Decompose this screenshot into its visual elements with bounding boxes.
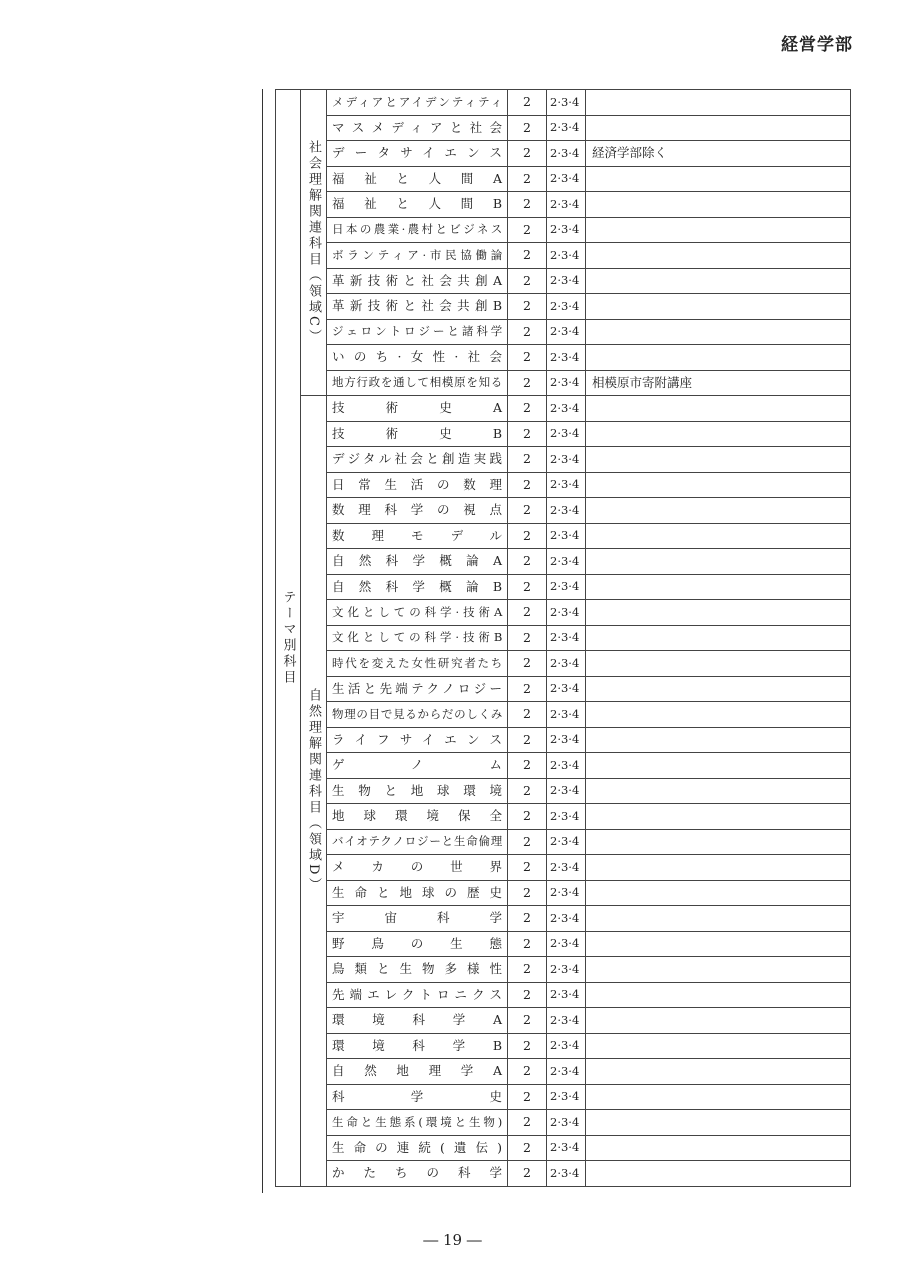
credits-cell: 2 — [508, 90, 547, 116]
table-row — [276, 1135, 851, 1161]
table-row — [276, 957, 851, 983]
course-name: 生命の連続(遺伝) — [327, 1135, 508, 1161]
credits-cell: 2 — [508, 906, 547, 932]
course-name: 自然地理学A — [327, 1059, 508, 1085]
course-name: マスメディアと社会 — [327, 115, 508, 141]
note-cell — [586, 931, 851, 957]
note-cell — [586, 829, 851, 855]
course-name: ゲノム — [327, 753, 508, 779]
years-cell: 2·3·4 — [547, 880, 586, 906]
note-cell — [586, 90, 851, 116]
years-cell: 2·3·4 — [547, 855, 586, 881]
course-name: デジタル社会と創造実践 — [327, 447, 508, 473]
table-row — [276, 1059, 851, 1085]
years-cell: 2·3·4 — [547, 1110, 586, 1136]
course-name: 地球環境保全 — [327, 804, 508, 830]
table-row — [276, 1161, 851, 1187]
course-name: 生活と先端テクノロジー — [327, 676, 508, 702]
credits-cell: 2 — [508, 778, 547, 804]
credits-cell: 2 — [508, 957, 547, 983]
table-row — [276, 498, 851, 524]
table-row — [276, 294, 851, 320]
credits-cell: 2 — [508, 855, 547, 881]
course-name: 生命と生態系(環境と生物) — [327, 1110, 508, 1136]
credits-cell: 2 — [508, 192, 547, 218]
years-cell: 2·3·4 — [547, 472, 586, 498]
note-cell — [586, 702, 851, 728]
years-cell: 2·3·4 — [547, 982, 586, 1008]
table-row — [276, 982, 851, 1008]
years-cell: 2·3·4 — [547, 829, 586, 855]
category-label: テーマ別科目 — [276, 90, 301, 1187]
note-cell — [586, 498, 851, 524]
course-name: ライフサイエンス — [327, 727, 508, 753]
table-row — [276, 702, 851, 728]
credits-cell: 2 — [508, 294, 547, 320]
years-cell: 2·3·4 — [547, 90, 586, 116]
note-cell — [586, 676, 851, 702]
table-row — [276, 243, 851, 269]
years-cell: 2·3·4 — [547, 906, 586, 932]
years-cell: 2·3·4 — [547, 625, 586, 651]
credits-cell: 2 — [508, 523, 547, 549]
course-name: 環境科学B — [327, 1033, 508, 1059]
years-cell: 2·3·4 — [547, 651, 586, 677]
years-cell: 2·3·4 — [547, 370, 586, 396]
credits-cell: 2 — [508, 1135, 547, 1161]
years-cell: 2·3·4 — [547, 804, 586, 830]
table-row — [276, 192, 851, 218]
years-cell: 2·3·4 — [547, 1161, 586, 1187]
course-name: 福祉と人間A — [327, 166, 508, 192]
course-name: 生命と地球の歴史 — [327, 880, 508, 906]
note-cell — [586, 625, 851, 651]
course-name: 文化としての科学·技術B — [327, 625, 508, 651]
course-name: 数理モデル — [327, 523, 508, 549]
table-row — [276, 421, 851, 447]
years-cell: 2·3·4 — [547, 192, 586, 218]
years-cell: 2·3·4 — [547, 1084, 586, 1110]
years-cell: 2·3·4 — [547, 294, 586, 320]
credits-cell: 2 — [508, 931, 547, 957]
note-cell — [586, 906, 851, 932]
credits-cell: 2 — [508, 319, 547, 345]
table-row — [276, 1033, 851, 1059]
course-name: 自然科学概論A — [327, 549, 508, 575]
table-row — [276, 319, 851, 345]
table-row — [276, 447, 851, 473]
years-cell: 2·3·4 — [547, 268, 586, 294]
years-cell: 2·3·4 — [547, 1008, 586, 1034]
note-cell — [586, 166, 851, 192]
credits-cell: 2 — [508, 1161, 547, 1187]
note-cell — [586, 192, 851, 218]
years-cell: 2·3·4 — [547, 396, 586, 422]
credits-cell: 2 — [508, 345, 547, 371]
note-cell — [586, 804, 851, 830]
course-name: ボランティア·市民協働論 — [327, 243, 508, 269]
years-cell: 2·3·4 — [547, 676, 586, 702]
course-name: 革新技術と社会共創B — [327, 294, 508, 320]
group-label: 自然理解関連科目（領域D） — [301, 396, 327, 1187]
years-cell: 2·3·4 — [547, 778, 586, 804]
credits-cell: 2 — [508, 753, 547, 779]
credits-cell: 2 — [508, 421, 547, 447]
credits-cell: 2 — [508, 651, 547, 677]
table-row — [276, 727, 851, 753]
note-cell — [586, 1033, 851, 1059]
course-name: 先端エレクトロニクス — [327, 982, 508, 1008]
course-table-wrap — [275, 89, 850, 1187]
credits-cell: 2 — [508, 600, 547, 626]
table-row — [276, 625, 851, 651]
credits-cell: 2 — [508, 880, 547, 906]
note-cell — [586, 727, 851, 753]
course-name: メディアとアイデンティティ — [327, 90, 508, 116]
credits-cell: 2 — [508, 676, 547, 702]
table-row — [276, 855, 851, 881]
course-name: 科学史 — [327, 1084, 508, 1110]
credits-cell: 2 — [508, 396, 547, 422]
table-row — [276, 600, 851, 626]
years-cell: 2·3·4 — [547, 141, 586, 167]
table-row — [276, 217, 851, 243]
course-name: 数理科学の視点 — [327, 498, 508, 524]
course-name: 福祉と人間B — [327, 192, 508, 218]
years-cell: 2·3·4 — [547, 166, 586, 192]
credits-cell: 2 — [508, 549, 547, 575]
course-name: メカの世界 — [327, 855, 508, 881]
note-cell: 経済学部除く — [586, 141, 851, 167]
note-cell — [586, 421, 851, 447]
course-name: ジェロントロジーと諸科学 — [327, 319, 508, 345]
table-row — [276, 268, 851, 294]
table-row — [276, 804, 851, 830]
course-name: 生物と地球環境 — [327, 778, 508, 804]
credits-cell: 2 — [508, 217, 547, 243]
note-cell — [586, 982, 851, 1008]
course-name: 技術史B — [327, 421, 508, 447]
note-cell — [586, 651, 851, 677]
table-row — [276, 676, 851, 702]
note-cell — [586, 778, 851, 804]
years-cell: 2·3·4 — [547, 421, 586, 447]
credits-cell: 2 — [508, 268, 547, 294]
note-cell — [586, 957, 851, 983]
credits-cell: 2 — [508, 1008, 547, 1034]
note-cell — [586, 268, 851, 294]
table-row — [276, 931, 851, 957]
course-name: 日常生活の数理 — [327, 472, 508, 498]
course-name: 環境科学A — [327, 1008, 508, 1034]
table-row — [276, 396, 851, 422]
note-cell — [586, 115, 851, 141]
years-cell: 2·3·4 — [547, 115, 586, 141]
note-cell — [586, 574, 851, 600]
note-cell — [586, 523, 851, 549]
table-row — [276, 651, 851, 677]
course-name: 自然科学概論B — [327, 574, 508, 600]
course-name: 文化としての科学·技術A — [327, 600, 508, 626]
table-row — [276, 1110, 851, 1136]
course-name: 鳥類と生物多様性 — [327, 957, 508, 983]
credits-cell: 2 — [508, 166, 547, 192]
course-name: かたちの科学 — [327, 1161, 508, 1187]
course-name: 物理の目で見るからだのしくみ — [327, 702, 508, 728]
credits-cell: 2 — [508, 498, 547, 524]
years-cell: 2·3·4 — [547, 447, 586, 473]
credits-cell: 2 — [508, 702, 547, 728]
table-row — [276, 778, 851, 804]
note-cell — [586, 345, 851, 371]
table-row — [276, 472, 851, 498]
years-cell: 2·3·4 — [547, 957, 586, 983]
table-row — [276, 1008, 851, 1034]
credits-cell: 2 — [508, 447, 547, 473]
note-cell — [586, 396, 851, 422]
years-cell: 2·3·4 — [547, 549, 586, 575]
credits-cell: 2 — [508, 1033, 547, 1059]
table-row — [276, 549, 851, 575]
note-cell — [586, 549, 851, 575]
years-cell: 2·3·4 — [547, 319, 586, 345]
note-cell — [586, 1110, 851, 1136]
credits-cell: 2 — [508, 574, 547, 600]
credits-cell: 2 — [508, 1084, 547, 1110]
group-label: 社会理解関連科目（領域C） — [301, 90, 327, 396]
years-cell: 2·3·4 — [547, 1033, 586, 1059]
credits-cell: 2 — [508, 804, 547, 830]
course-name: 技術史A — [327, 396, 508, 422]
page-number: ― 19 ― — [423, 1231, 482, 1249]
credits-cell: 2 — [508, 829, 547, 855]
credits-cell: 2 — [508, 982, 547, 1008]
course-name: 地方行政を通して相模原を知る — [327, 370, 508, 396]
years-cell: 2·3·4 — [547, 727, 586, 753]
table-row — [276, 906, 851, 932]
years-cell: 2·3·4 — [547, 345, 586, 371]
credits-cell: 2 — [508, 472, 547, 498]
table-row — [276, 1084, 851, 1110]
table-row — [276, 753, 851, 779]
table-row — [276, 880, 851, 906]
years-cell: 2·3·4 — [547, 523, 586, 549]
note-cell — [586, 294, 851, 320]
course-name: 宇宙科学 — [327, 906, 508, 932]
note-cell — [586, 1084, 851, 1110]
credits-cell: 2 — [508, 243, 547, 269]
years-cell: 2·3·4 — [547, 498, 586, 524]
course-name: 時代を変えた女性研究者たち — [327, 651, 508, 677]
years-cell: 2·3·4 — [547, 1059, 586, 1085]
note-cell — [586, 753, 851, 779]
course-name: バイオテクノロジーと生命倫理 — [327, 829, 508, 855]
table-row — [276, 345, 851, 371]
note-cell — [586, 1008, 851, 1034]
course-name: 革新技術と社会共創A — [327, 268, 508, 294]
credits-cell: 2 — [508, 1110, 547, 1136]
course-name: 日本の農業·農村とビジネス — [327, 217, 508, 243]
table-row — [276, 829, 851, 855]
table-row — [276, 90, 851, 116]
years-cell: 2·3·4 — [547, 931, 586, 957]
note-cell — [586, 319, 851, 345]
credits-cell: 2 — [508, 141, 547, 167]
margin-rule — [262, 89, 263, 1193]
table-row — [276, 115, 851, 141]
years-cell: 2·3·4 — [547, 702, 586, 728]
course-name: 野鳥の生態 — [327, 931, 508, 957]
years-cell: 2·3·4 — [547, 574, 586, 600]
credits-cell: 2 — [508, 115, 547, 141]
note-cell — [586, 880, 851, 906]
note-cell — [586, 472, 851, 498]
table-row — [276, 574, 851, 600]
course-table — [275, 89, 851, 1187]
note-cell — [586, 447, 851, 473]
years-cell: 2·3·4 — [547, 1135, 586, 1161]
note-cell — [586, 855, 851, 881]
table-row — [276, 523, 851, 549]
faculty-header: 経営学部 — [781, 35, 853, 55]
note-cell: 相模原市寄附講座 — [586, 370, 851, 396]
note-cell — [586, 1135, 851, 1161]
credits-cell: 2 — [508, 1059, 547, 1085]
course-name: データサイエンス — [327, 141, 508, 167]
credits-cell: 2 — [508, 370, 547, 396]
credits-cell: 2 — [508, 625, 547, 651]
note-cell — [586, 1059, 851, 1085]
table-row — [276, 141, 851, 167]
note-cell — [586, 600, 851, 626]
years-cell: 2·3·4 — [547, 600, 586, 626]
course-name: いのち·女性·社会 — [327, 345, 508, 371]
years-cell: 2·3·4 — [547, 753, 586, 779]
note-cell — [586, 243, 851, 269]
table-row — [276, 370, 851, 396]
years-cell: 2·3·4 — [547, 243, 586, 269]
credits-cell: 2 — [508, 727, 547, 753]
note-cell — [586, 1161, 851, 1187]
note-cell — [586, 217, 851, 243]
years-cell: 2·3·4 — [547, 217, 586, 243]
table-row — [276, 166, 851, 192]
